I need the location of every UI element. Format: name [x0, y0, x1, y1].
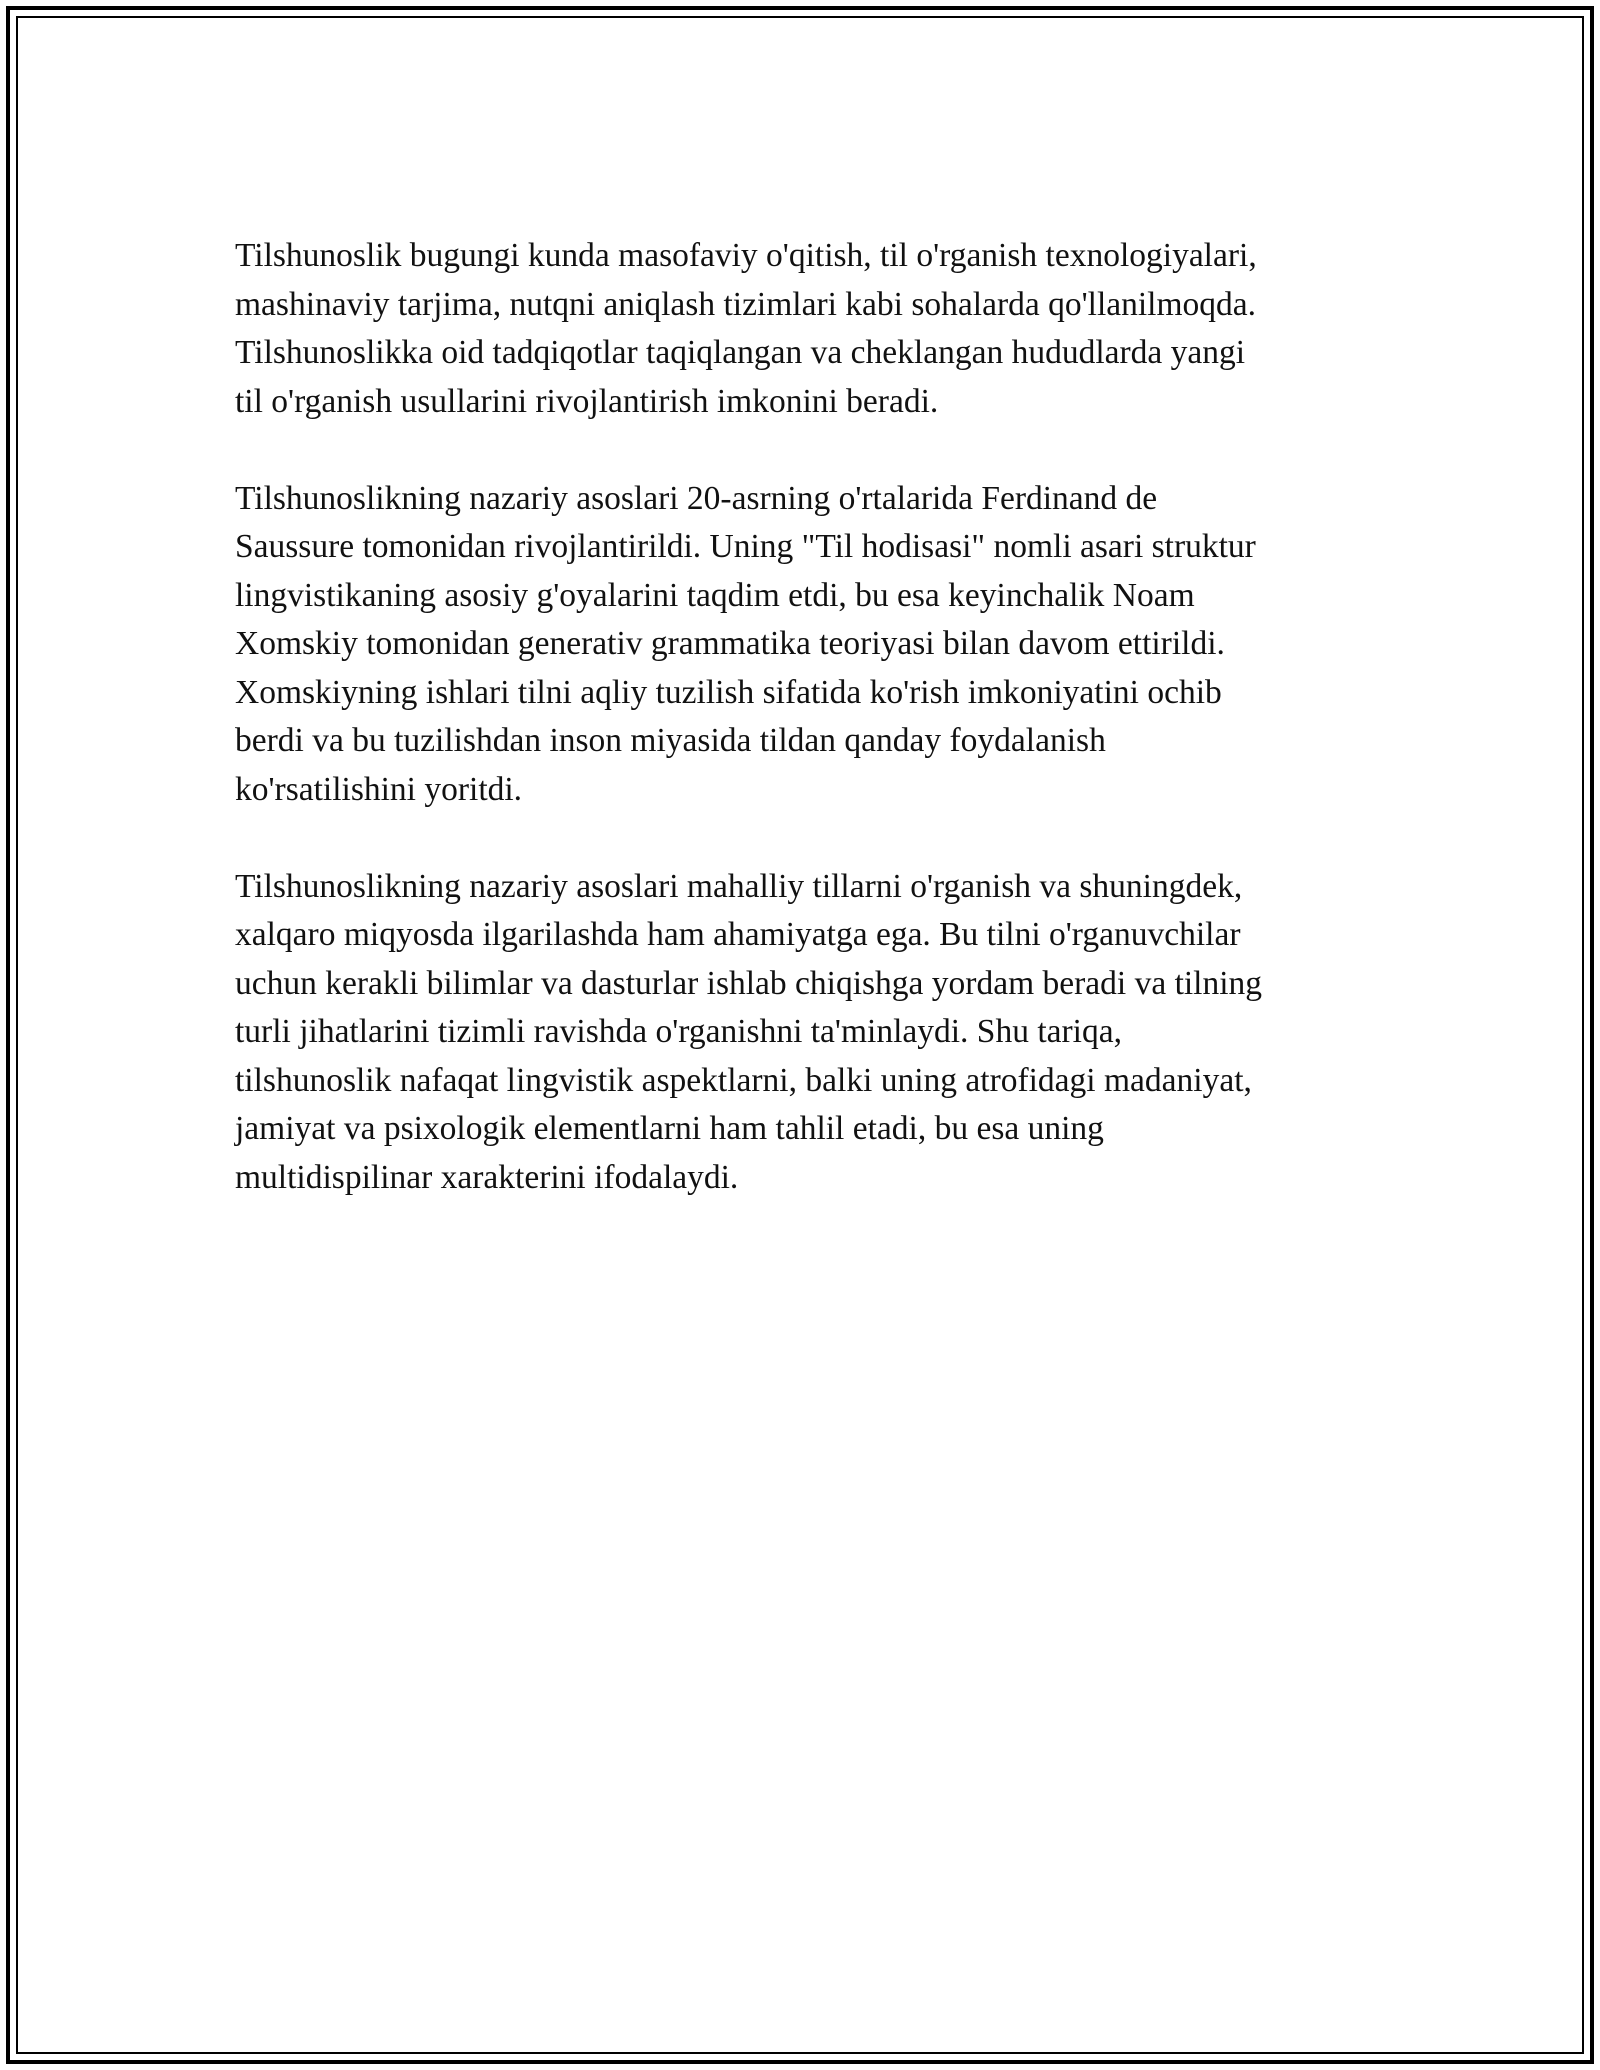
text-line: xalqaro miqyosda ilgarilashda ham ahamiyatga ega. Bu tilni o'rganuvchilar — [235, 916, 1241, 953]
document-body — [235, 232, 1375, 1251]
text-line: Tilshunoslikka oid tadqiqotlar taqiqlangan va cheklangan hududlarda yangi — [235, 334, 1246, 371]
text-line: multidispilinar xarakterini ifodalaydi. — [235, 1158, 739, 1196]
text-line: uchun kerakli bilimlar va dasturlar ishlab chiqishga yordam beradi va tilning — [235, 964, 1263, 1002]
text-line: lingvistikaning asosiy g'oyalarini taqdim etdi, bu esa keyinchalik Noam — [235, 576, 1195, 614]
paragraph-2 — [235, 475, 1375, 815]
text-line: Tilshunoslikning nazariy asoslari mahalliy tillarni o'rganish va shuningdek, — [235, 867, 1243, 905]
text-line: Tilshunoslik bugungi kunda masofaviy o'qitish, til o'rganish texnologiyalari, — [235, 237, 1257, 274]
paragraph-1 — [235, 232, 1375, 426]
text-line: turli jihatlarini tizimli ravishda o'rganishni ta'minlaydi. Shu tariqa, — [235, 1013, 1122, 1050]
text-line: mashinaviy tarjima, nutqni aniqlash tizimlari kabi sohalarda qo'llanilmoqda. — [235, 285, 1257, 323]
text-line: jamiyat va psixologik elementlarni ham tahlil etadi, bu esa uning — [235, 1110, 1104, 1147]
text-line: Xomskiyning ishlari tilni aqliy tuzilish sifatida ko'rish imkoniyatini ochib — [235, 673, 1222, 711]
text-line: berdi va bu tuzilishdan inson miyasida tildan qanday foydalanish — [235, 722, 1106, 759]
text-line: Tilshunoslikning nazariy asoslari 20-asrning o'rtalarida Ferdinand de — [235, 479, 1158, 517]
paragraph-3 — [235, 863, 1375, 1203]
text-line: Saussure tomonidan rivojlantirildi. Uning "Til hodisasi" nomli asari struktur — [235, 528, 1256, 565]
text-line: Xomskiy tomonidan generativ grammatika teoriyasi bilan davom ettirildi. — [235, 625, 1225, 662]
text-line: ko'rsatilishini yoritdi. — [235, 770, 523, 808]
text-line: tilshunoslik nafaqat lingvistik aspektlarni, balki uning atrofidagi madaniyat, — [235, 1061, 1252, 1099]
text-line: til o'rganish usullarini rivojlantirish imkonini beradi. — [235, 382, 939, 420]
